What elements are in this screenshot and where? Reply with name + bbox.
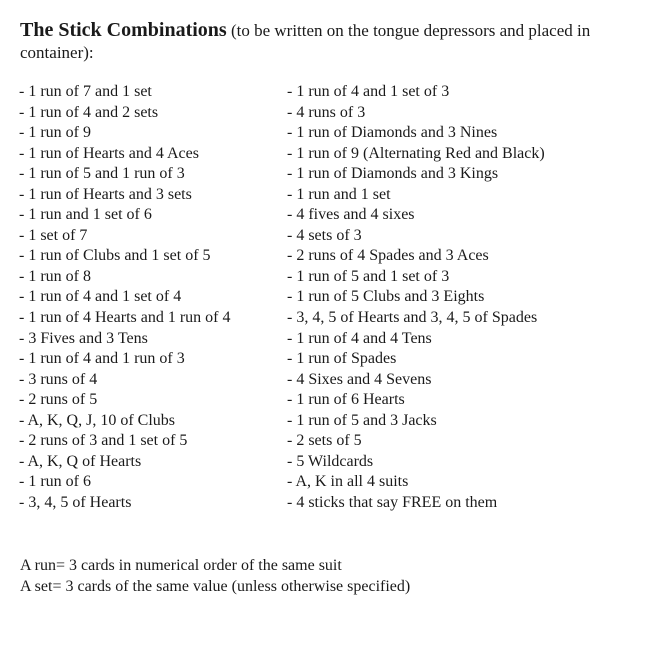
combination-item: - A, K, Q of Hearts: [19, 452, 142, 470]
combination-item: - 1 run of Clubs and 1 set of 5: [19, 247, 211, 265]
combination-item: - 4 runs of 3: [287, 103, 366, 121]
combinations-right-column: [287, 82, 637, 513]
combination-item: - A, K, Q, J, 10 of Clubs: [19, 411, 176, 429]
combination-item: - 1 run and 1 set: [287, 185, 391, 203]
combination-item: - 1 run of Diamonds and 3 Kings: [287, 165, 499, 183]
combination-item: - 1 run of Diamonds and 3 Nines: [287, 124, 498, 142]
combination-item: - 1 run of 4 and 1 set of 4: [19, 288, 182, 306]
page-heading: [20, 19, 630, 64]
combination-item: - 1 run of Hearts and 3 sets: [19, 185, 192, 203]
combination-item: - 1 run of 4 and 1 run of 3: [19, 350, 185, 368]
combination-item: - 1 run of 5 and 1 run of 3: [19, 165, 185, 183]
page-title: The Stick Combinations: [20, 19, 227, 41]
combination-item: - 1 run of Hearts and 4 Aces: [19, 144, 199, 162]
combination-item: - 1 run of 9 (Alternating Red and Black): [287, 144, 545, 162]
combinations-left-column: [19, 82, 279, 513]
definitions: [20, 556, 620, 597]
combination-item: - 5 Wildcards: [287, 452, 374, 470]
combination-item: - 3, 4, 5 of Hearts and 3, 4, 5 of Spades: [287, 309, 538, 327]
combination-item: - 1 run of 6 Hearts: [287, 391, 405, 409]
combination-item: - 1 run of 7 and 1 set: [19, 83, 152, 100]
combination-item: - 3 Fives and 3 Tens: [19, 329, 148, 347]
combination-item: - 3, 4, 5 of Hearts: [19, 493, 132, 511]
combination-item: - 1 run of 5 and 3 Jacks: [287, 411, 437, 429]
combination-item: - 4 sticks that say FREE on them: [287, 493, 498, 511]
combination-item: - 1 run and 1 set of 6: [19, 206, 152, 224]
combination-item: - 1 set of 7: [19, 226, 88, 244]
combination-item: - 4 fives and 4 sixes: [287, 206, 415, 224]
combination-item: - 4 Sixes and 4 Sevens: [287, 370, 432, 388]
combination-item: - 1 run of 5 and 1 set of 3: [287, 267, 450, 285]
set-definition: A set= 3 cards of the same value (unless otherwise specified): [20, 577, 411, 595]
combination-item: - 1 run of 4 and 2 sets: [19, 103, 159, 121]
combination-item: - 2 runs of 4 Spades and 3 Aces: [287, 247, 489, 265]
combination-item: - 1 run of 4 and 4 Tens: [287, 329, 432, 347]
combination-item: - 2 sets of 5: [287, 432, 362, 450]
combination-item: - 1 run of 4 Hearts and 1 run of 4: [19, 309, 231, 327]
combination-item: - A, K in all 4 suits: [287, 473, 409, 491]
combination-item: - 1 run of 5 Clubs and 3 Eights: [287, 288, 485, 306]
page-subtitle: (to be written on the tongue depressors and placed in container):: [20, 21, 591, 62]
combination-item: - 1 run of 8: [19, 267, 91, 285]
combination-item: - 1 run of Spades: [287, 350, 397, 368]
combination-item: - 3 runs of 4: [19, 370, 98, 388]
combination-item: - 2 runs of 3 and 1 set of 5: [19, 432, 188, 450]
run-definition: A run= 3 cards in numerical order of the same suit: [20, 557, 342, 574]
combination-item: - 1 run of 4 and 1 set of 3: [287, 83, 450, 100]
combination-item: - 1 run of 6: [19, 473, 91, 491]
combination-item: - 4 sets of 3: [287, 226, 362, 244]
combination-item: - 2 runs of 5: [19, 391, 98, 409]
combination-item: - 1 run of 9: [19, 124, 91, 142]
